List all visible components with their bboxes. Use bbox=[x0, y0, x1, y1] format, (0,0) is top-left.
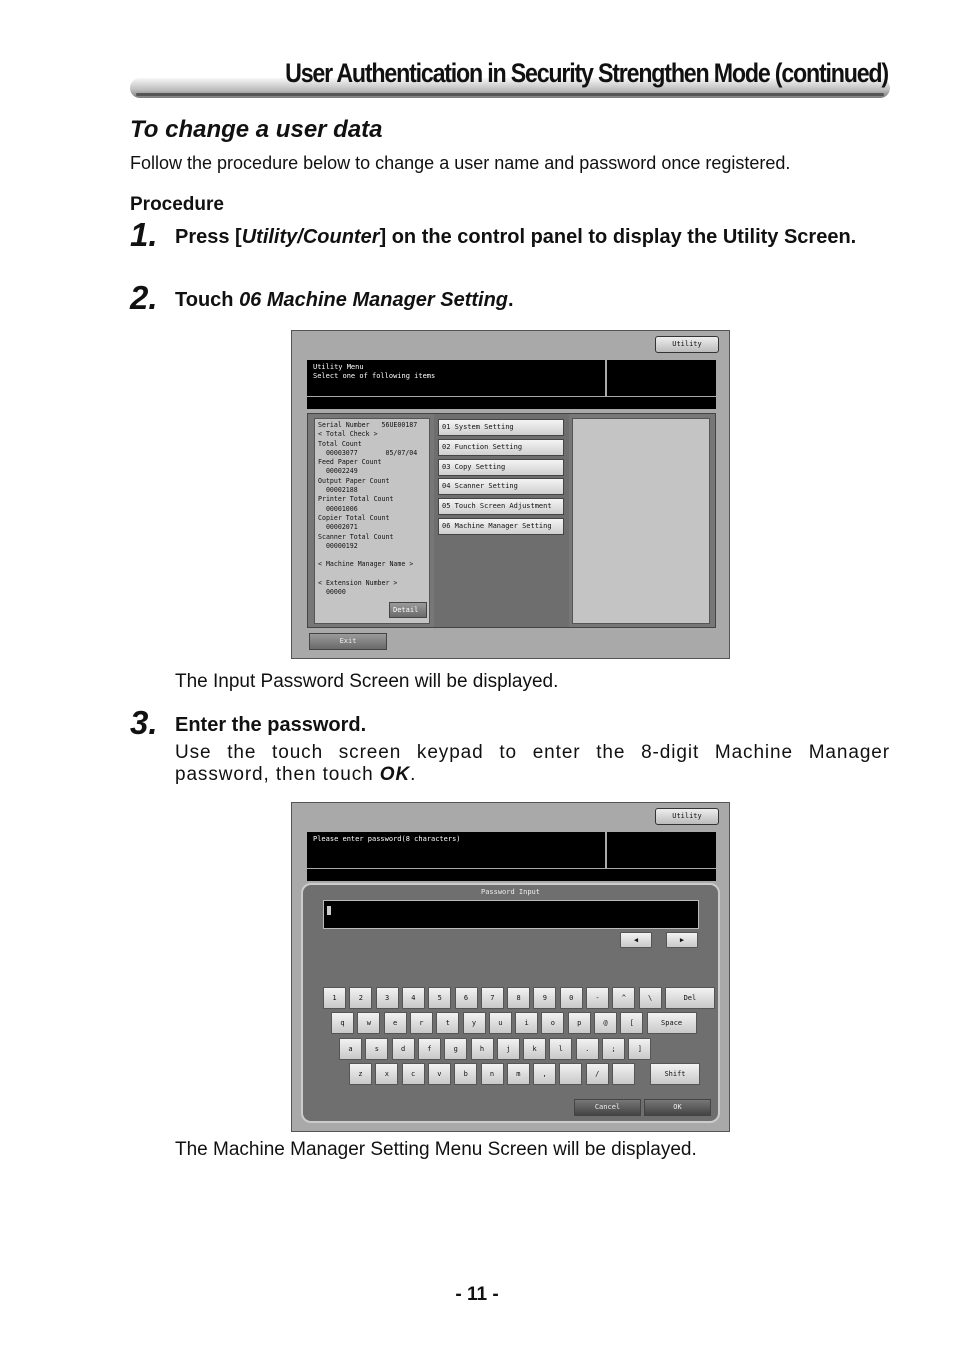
step-3-title: Enter the password. bbox=[175, 714, 367, 736]
main-area bbox=[307, 413, 716, 628]
key-5[interactable]: 5 bbox=[428, 987, 451, 1009]
step-1-italic: Utility/Counter bbox=[241, 226, 380, 248]
key-x92[interactable]: \ bbox=[639, 987, 662, 1009]
step-1-number: 1. bbox=[130, 216, 158, 253]
key-i[interactable]: i bbox=[515, 1012, 538, 1034]
menu-touch-screen-adjustment[interactable]: 05 Touch Screen Adjustment bbox=[438, 498, 564, 515]
key-l[interactable]: l bbox=[549, 1038, 572, 1060]
menu-system-setting[interactable]: 01 System Setting bbox=[438, 419, 564, 436]
step-1-text bbox=[175, 224, 895, 251]
panel-title: Password Input bbox=[480, 888, 540, 896]
key-g[interactable]: g bbox=[444, 1038, 467, 1060]
step-3-detail-post: . bbox=[410, 764, 417, 785]
key-blank[interactable] bbox=[612, 1063, 635, 1085]
key-x45[interactable]: - bbox=[586, 987, 609, 1009]
key-x94[interactable]: ^ bbox=[612, 987, 635, 1009]
key-v[interactable]: v bbox=[428, 1063, 451, 1085]
ok-button[interactable]: OK bbox=[644, 1099, 711, 1116]
step-2-italic: 06 Machine Manager Setting bbox=[239, 289, 509, 311]
counter-info-line: Feed Paper Count bbox=[318, 458, 382, 467]
key-x46[interactable]: . bbox=[576, 1038, 599, 1060]
page-number: - 11 - bbox=[455, 1284, 499, 1305]
step-2-number: 2. bbox=[130, 279, 158, 316]
counter-info-line: Printer Total Count bbox=[318, 495, 394, 504]
key-del[interactable]: Del bbox=[665, 987, 715, 1009]
key-x64[interactable]: @ bbox=[594, 1012, 617, 1034]
exit-button[interactable]: Exit bbox=[309, 633, 387, 650]
after-step-3-text: The Machine Manager Setting Menu Screen will be displayed. bbox=[175, 1139, 697, 1160]
message-area bbox=[307, 360, 716, 396]
counter-info-line: Scanner Total Count bbox=[318, 532, 394, 541]
counter-info-panel bbox=[314, 418, 430, 624]
key-u[interactable]: u bbox=[489, 1012, 512, 1034]
status-bar bbox=[307, 397, 716, 409]
section-description: Follow the procedure below to change a user name and password once registered. bbox=[130, 153, 791, 173]
key-p[interactable]: p bbox=[568, 1012, 591, 1034]
counter-info-line: Copier Total Count bbox=[318, 513, 390, 522]
after-step-2-text: The Input Password Screen will be displayed. bbox=[175, 671, 559, 692]
step-2-post: . bbox=[508, 289, 514, 311]
detail-button[interactable]: Detail bbox=[389, 602, 427, 618]
key-9[interactable]: 9 bbox=[533, 987, 556, 1009]
menu-scanner-setting[interactable]: 04 Scanner Setting bbox=[438, 478, 564, 495]
key-2[interactable]: 2 bbox=[349, 987, 372, 1009]
key-space[interactable]: Space bbox=[647, 1012, 697, 1034]
key-blank[interactable] bbox=[559, 1063, 582, 1085]
counter-info-line: 00001006 bbox=[318, 504, 358, 513]
counter-info-line: 00003077 05/07/04 bbox=[318, 448, 418, 457]
key-x47[interactable]: / bbox=[586, 1063, 609, 1085]
key-8[interactable]: 8 bbox=[507, 987, 530, 1009]
key-r[interactable]: r bbox=[410, 1012, 433, 1034]
key-o[interactable]: o bbox=[541, 1012, 564, 1034]
key-k[interactable]: k bbox=[523, 1038, 546, 1060]
key-h[interactable]: h bbox=[471, 1038, 494, 1060]
step-3-detail bbox=[175, 742, 890, 786]
cursor bbox=[327, 906, 331, 915]
key-a[interactable]: a bbox=[339, 1038, 362, 1060]
menu-machine-manager-setting[interactable]: 06 Machine Manager Setting bbox=[438, 518, 564, 535]
counter-info-line: < Extension Number > bbox=[318, 579, 398, 588]
counter-info-text bbox=[315, 419, 429, 600]
key-x[interactable]: x bbox=[375, 1063, 398, 1085]
key-6[interactable]: 6 bbox=[455, 987, 478, 1009]
counter-info-line: < Machine Manager Name > bbox=[318, 560, 414, 569]
message-area bbox=[307, 832, 716, 868]
section-title: To change a user data bbox=[130, 116, 383, 143]
counter-info-line: 00002071 bbox=[318, 523, 358, 532]
key-q[interactable]: q bbox=[331, 1012, 354, 1034]
key-y[interactable]: y bbox=[463, 1012, 486, 1034]
page-header bbox=[130, 54, 890, 98]
counter-info-line: Serial Number 56UE00187 bbox=[318, 421, 418, 429]
cursor-left-button[interactable]: ◀ bbox=[620, 932, 652, 948]
counter-info-line: 00002249 bbox=[318, 467, 358, 476]
key-m[interactable]: m bbox=[507, 1063, 530, 1085]
counter-info-line: 00002188 bbox=[318, 486, 358, 495]
step-2-text bbox=[175, 287, 895, 314]
key-d[interactable]: d bbox=[392, 1038, 415, 1060]
key-j[interactable]: j bbox=[497, 1038, 520, 1060]
step-2-pre: Touch bbox=[175, 289, 240, 311]
header-title: User Authentication in Security Strengthen Mode (continued) bbox=[285, 58, 888, 88]
key-c[interactable]: c bbox=[402, 1063, 425, 1085]
message-line-2: Select one of following items bbox=[313, 372, 436, 380]
step-3-detail-pre: Use the touch screen keypad to enter the 8-digit Machine Manager password, then touch bbox=[175, 742, 890, 785]
key-x44[interactable]: , bbox=[533, 1063, 556, 1085]
step-1-pre: Press [ bbox=[175, 226, 242, 248]
counter-info-line bbox=[318, 551, 426, 560]
cursor-right-button[interactable]: ▶ bbox=[666, 932, 698, 948]
key-x91[interactable]: [ bbox=[620, 1012, 643, 1034]
right-blank-panel bbox=[572, 418, 710, 624]
step-1-post: ] on the control panel to display the Utility Screen. bbox=[379, 226, 857, 248]
password-field[interactable] bbox=[323, 900, 699, 929]
utility-menu-screenshot bbox=[291, 330, 730, 659]
status-bar bbox=[307, 869, 716, 881]
key-s[interactable]: s bbox=[365, 1038, 388, 1060]
counter-info-line: < Total Check > bbox=[318, 430, 378, 439]
cancel-button[interactable]: Cancel bbox=[574, 1099, 641, 1116]
password-message: Please enter password(8 characters) bbox=[313, 835, 461, 843]
counter-info-line: Total Count bbox=[318, 439, 362, 448]
key-shift[interactable]: Shift bbox=[650, 1063, 700, 1085]
key-4[interactable]: 4 bbox=[402, 987, 425, 1009]
step-3-number: 3. bbox=[130, 704, 158, 741]
key-e[interactable]: e bbox=[384, 1012, 407, 1034]
counter-info-line bbox=[318, 570, 426, 579]
counter-info-line: 00000192 bbox=[318, 541, 358, 550]
key-n[interactable]: n bbox=[481, 1063, 504, 1085]
key-t[interactable]: t bbox=[436, 1012, 459, 1034]
key-7[interactable]: 7 bbox=[481, 987, 504, 1009]
utility-tab[interactable]: Utility bbox=[655, 336, 719, 353]
key-x59[interactable]: ; bbox=[602, 1038, 625, 1060]
utility-tab[interactable]: Utility bbox=[655, 808, 719, 825]
procedure-label: Procedure bbox=[130, 194, 224, 215]
password-input-screenshot bbox=[291, 802, 730, 1132]
key-1[interactable]: 1 bbox=[323, 987, 346, 1009]
menu-function-setting[interactable]: 02 Function Setting bbox=[438, 439, 564, 456]
key-b[interactable]: b bbox=[454, 1063, 477, 1085]
counter-info-line: Output Paper Count bbox=[318, 476, 390, 485]
password-input-panel bbox=[301, 883, 720, 1123]
message-line-1: Utility Menu bbox=[313, 363, 364, 371]
menu-panel bbox=[434, 414, 569, 627]
key-w[interactable]: w bbox=[357, 1012, 380, 1034]
key-f[interactable]: f bbox=[418, 1038, 441, 1060]
key-x93[interactable]: ] bbox=[628, 1038, 651, 1060]
menu-copy-setting[interactable]: 03 Copy Setting bbox=[438, 459, 564, 476]
key-3[interactable]: 3 bbox=[376, 987, 399, 1009]
key-0[interactable]: 0 bbox=[560, 987, 583, 1009]
counter-info-line: 00000 bbox=[318, 588, 346, 597]
step-3-detail-ok: OK bbox=[379, 764, 411, 785]
key-z[interactable]: z bbox=[349, 1063, 372, 1085]
